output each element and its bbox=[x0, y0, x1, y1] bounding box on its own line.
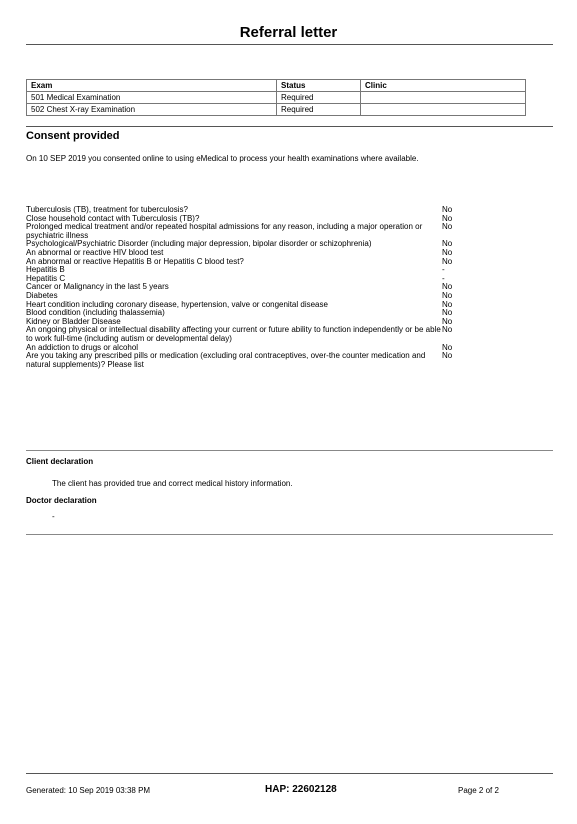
question-text: Psychological/Psychiatric Disorder (including major depression, bipolar disorder or schizophrenia) bbox=[26, 239, 372, 249]
question-text: Kidney or Bladder Disease bbox=[26, 316, 121, 326]
answer-value: No bbox=[442, 351, 453, 361]
question-text: Blood condition (including thalassemia) bbox=[26, 308, 165, 318]
answer-value: No bbox=[442, 342, 453, 352]
question-text: Prolonged medical treatment and/or repeated hospital admissions for any reason, including a major operation or psychiatric illness bbox=[26, 222, 423, 240]
status-cell: Required bbox=[277, 92, 361, 104]
clinic-cell bbox=[361, 92, 526, 104]
list-item bbox=[26, 266, 526, 275]
answer-value: - bbox=[442, 265, 445, 275]
status-column-header: Status bbox=[277, 80, 361, 92]
exam-cell: 501 Medical Examination bbox=[27, 92, 277, 104]
answer-value: No bbox=[442, 299, 453, 309]
consent-text: On 10 SEP 2019 you consented online to using eMedical to process your health examinations where available. bbox=[26, 154, 419, 163]
question-text: Tuberculosis (TB), treatment for tuberculosis? bbox=[26, 205, 188, 214]
question-text: Close household contact with Tuberculosis (TB)? bbox=[26, 213, 200, 223]
table-row bbox=[27, 92, 526, 104]
consent-heading: Consent provided bbox=[26, 130, 120, 142]
list-item bbox=[26, 223, 526, 240]
question-text: An abnormal or reactive Hepatitis B or Hepatitis C blood test? bbox=[26, 256, 244, 266]
question-text: Hepatitis C bbox=[26, 273, 66, 283]
answer-value: No bbox=[442, 247, 453, 257]
answer-value: No bbox=[442, 256, 453, 266]
table-row bbox=[27, 104, 526, 116]
clinic-column-header: Clinic bbox=[361, 80, 526, 92]
answer-value: No bbox=[442, 213, 453, 223]
exam-column-header: Exam bbox=[27, 80, 277, 92]
title-divider bbox=[26, 44, 553, 45]
answer-value: No bbox=[442, 205, 453, 214]
answer-value: No bbox=[442, 325, 453, 335]
answer-value: No bbox=[442, 239, 453, 249]
question-text: An ongoing physical or intellectual disability affecting your current or future ability to function independently or be able to work full-time (including autism or developmental delay) bbox=[26, 325, 441, 343]
page-number: Page 2 of 2 bbox=[458, 786, 499, 795]
answer-value: No bbox=[442, 290, 453, 300]
answer-value: - bbox=[442, 273, 445, 283]
clinic-cell bbox=[361, 104, 526, 116]
doctor-declaration-text: - bbox=[52, 512, 55, 521]
exam-cell: 502 Chest X-ray Examination bbox=[27, 104, 277, 116]
answer-value: No bbox=[442, 316, 453, 326]
section-divider bbox=[26, 450, 553, 451]
list-item bbox=[26, 258, 526, 267]
client-declaration-text: The client has provided true and correct medical history information. bbox=[52, 479, 293, 488]
question-text: An addiction to drugs or alcohol bbox=[26, 342, 139, 352]
section-divider bbox=[26, 534, 553, 535]
question-text: Heart condition including coronary disease, hypertension, valve or congenital disease bbox=[26, 299, 328, 309]
generated-timestamp: Generated: 10 Sep 2019 03:38 PM bbox=[26, 786, 151, 795]
list-item bbox=[26, 352, 526, 369]
question-text: Cancer or Malignancy in the last 5 years bbox=[26, 282, 169, 292]
medical-history-questions bbox=[26, 206, 526, 369]
section-divider bbox=[26, 126, 553, 127]
question-text: Are you taking any prescribed pills or medication (excluding oral contraceptives, over-the counter medication and natural supplements)? Please list bbox=[26, 351, 426, 369]
list-item bbox=[26, 326, 526, 343]
hap-id: HAP: 22602128 bbox=[265, 784, 337, 795]
exam-table-header-row bbox=[27, 80, 526, 92]
page-title: Referral letter bbox=[239, 24, 338, 41]
question-text: An abnormal or reactive HIV blood test bbox=[26, 247, 164, 257]
question-text: Diabetes bbox=[26, 290, 58, 300]
client-declaration-heading: Client declaration bbox=[26, 457, 94, 466]
status-cell: Required bbox=[277, 104, 361, 116]
answer-value: No bbox=[442, 282, 453, 292]
footer-divider bbox=[26, 773, 553, 774]
doctor-declaration-heading: Doctor declaration bbox=[26, 496, 97, 505]
exam-table bbox=[26, 79, 526, 116]
answer-value: No bbox=[442, 222, 453, 232]
answer-value: No bbox=[442, 308, 453, 318]
question-text: Hepatitis B bbox=[26, 265, 65, 275]
